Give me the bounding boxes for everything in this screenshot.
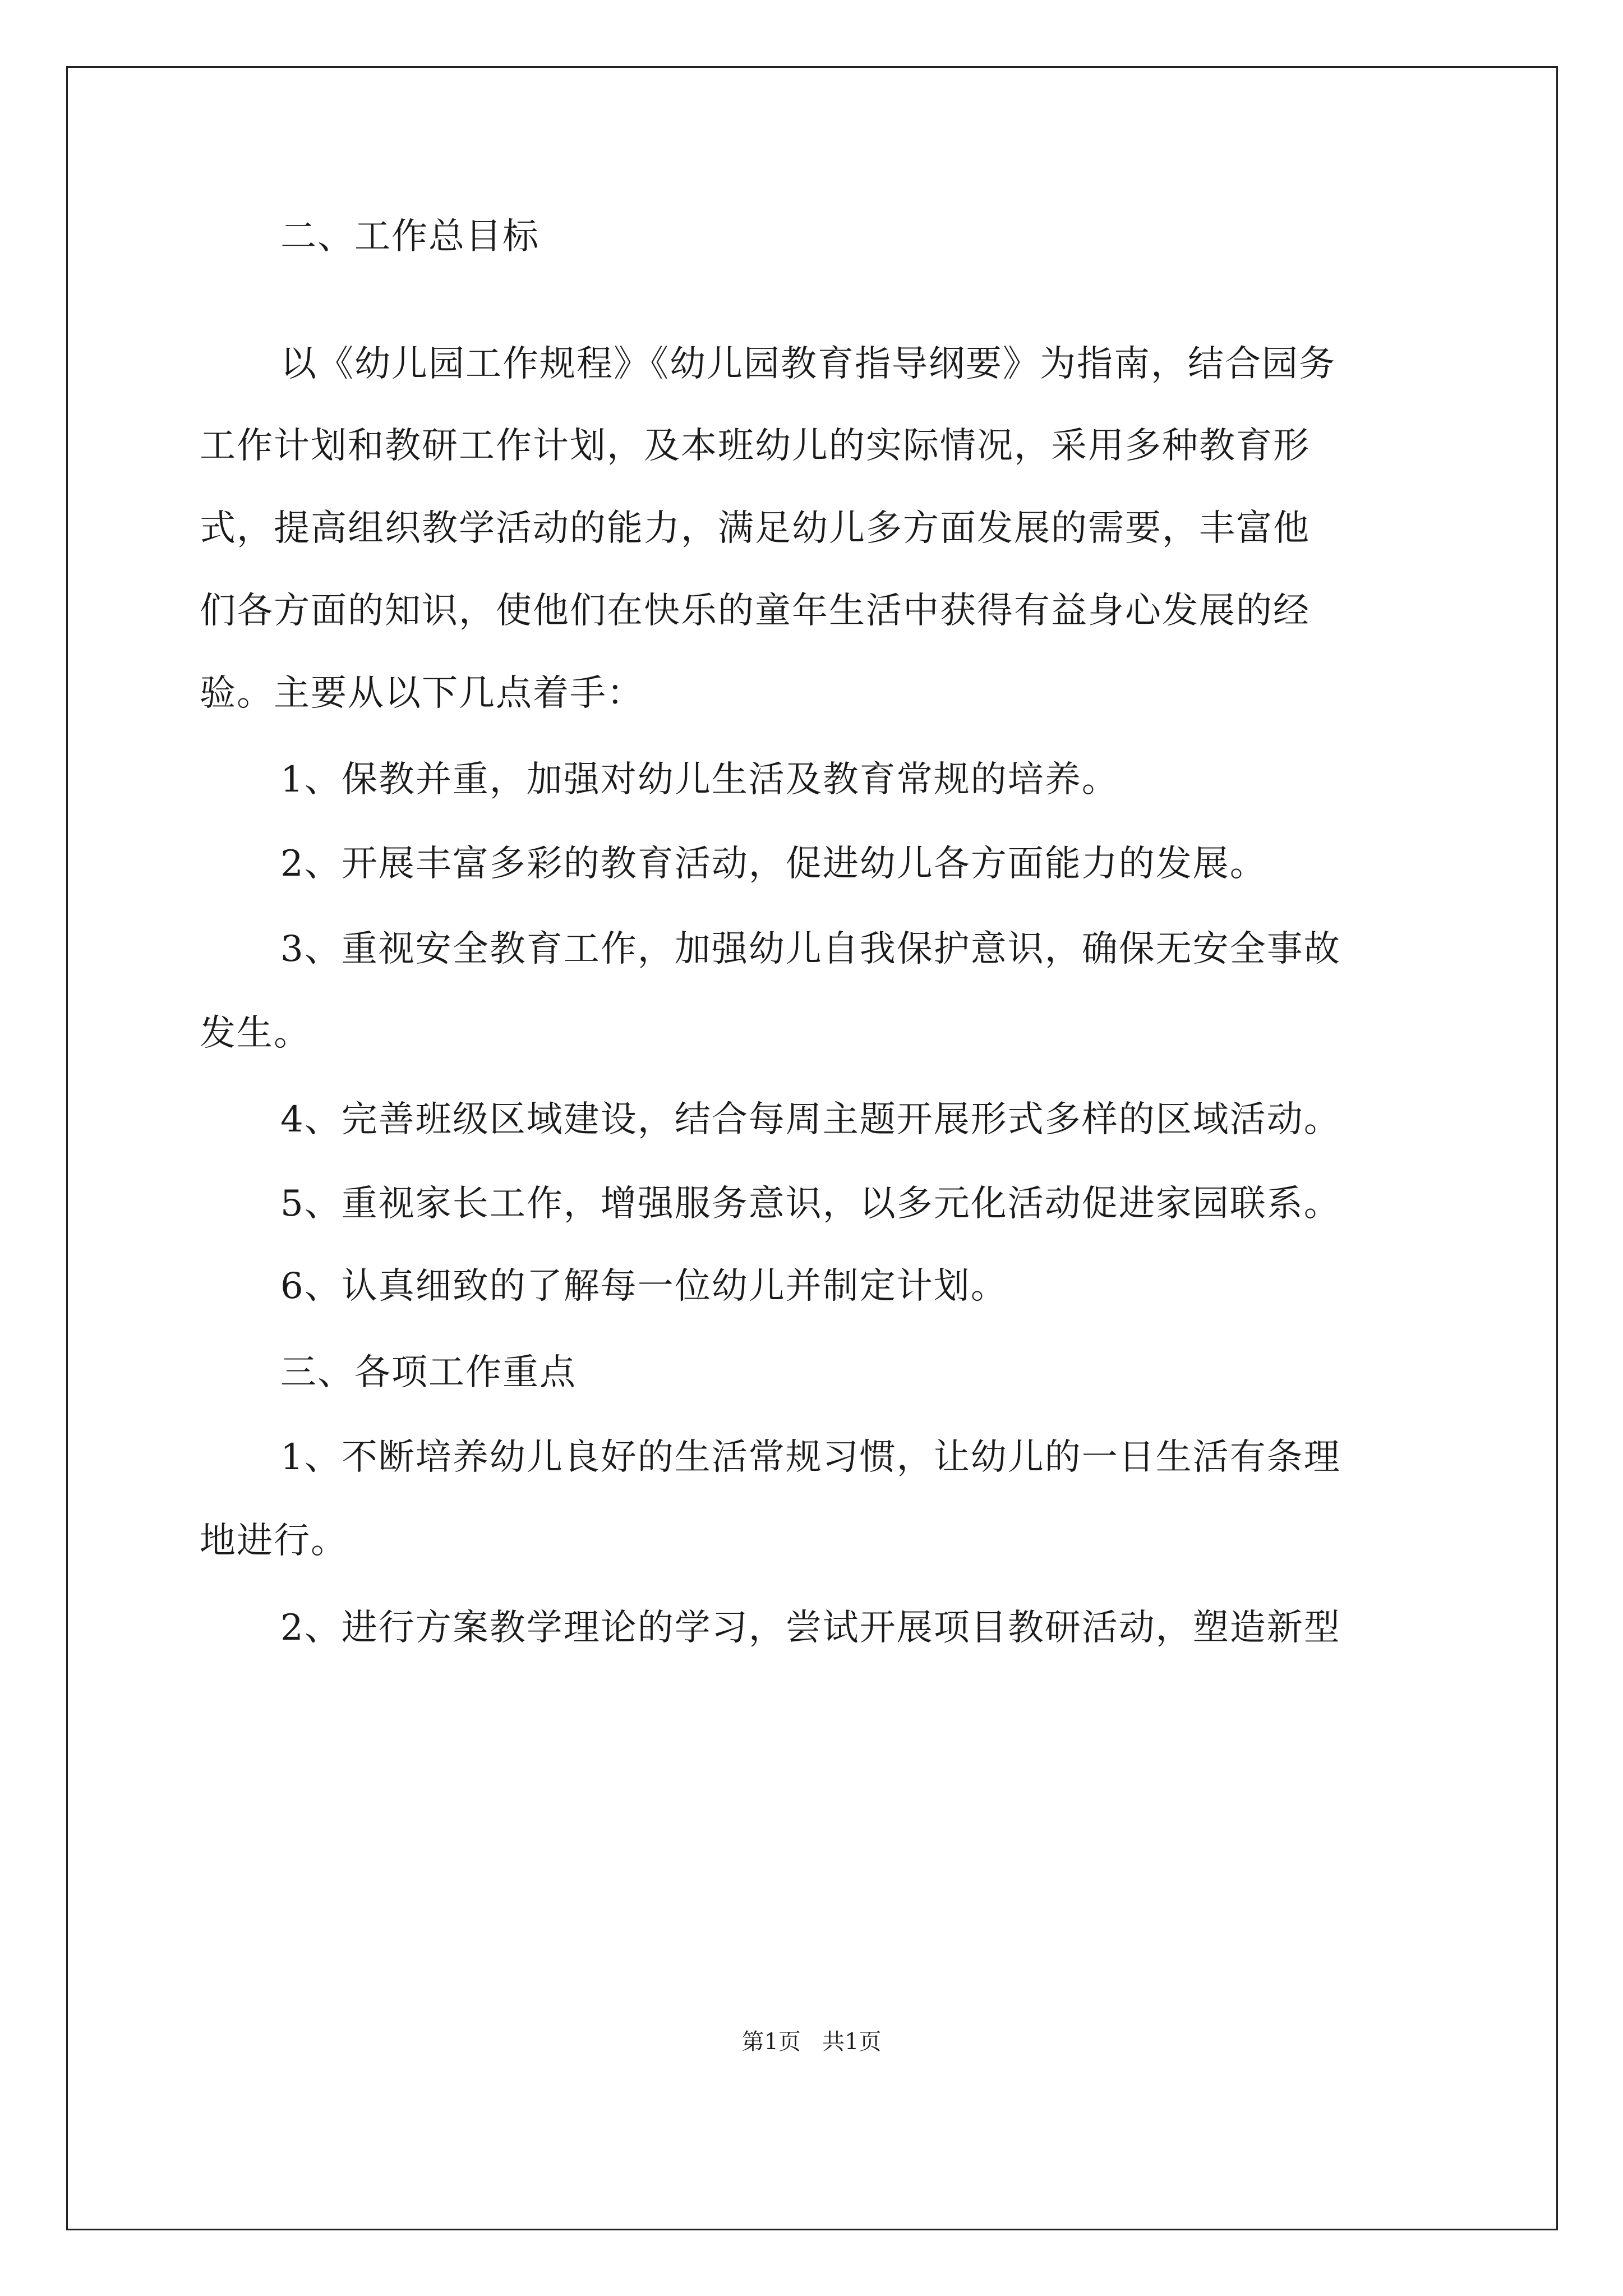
paragraph-line: 验。主要从以下几点着手： (200, 673, 644, 714)
list-item: 1、不断培养幼儿良好的生活常规习惯，让幼儿的一日生活有条理 (280, 1437, 1341, 1478)
paragraph-line: 以《幼儿园工作规程》《幼儿园教育指导纲要》为指南，结合园务 (280, 343, 1336, 385)
list-item: 2、开展丰富多彩的教育活动，促进幼儿各方面能力的发展。 (280, 843, 1267, 885)
list-item: 4、完善班级区域建设，结合每周主题开展形式多样的区域活动。 (280, 1099, 1341, 1140)
list-item: 5、重视家长工作，增强服务意识，以多元化活动促进家园联系。 (280, 1183, 1341, 1225)
section-heading-3: 三、各项工作重点 (280, 1352, 577, 1393)
paragraph-line: 式，提高组织教学活动的能力，满足幼儿多方面发展的需要，丰富他 (200, 508, 1310, 549)
list-item: 2、进行方案教学理论的学习，尝试开展项目教研活动，塑造新型 (280, 1607, 1341, 1649)
list-item: 3、重视安全教育工作，加强幼儿自我保护意识，确保无安全事故 (280, 928, 1341, 970)
list-item-continuation: 地进行。 (200, 1520, 348, 1562)
paragraph-line: 们各方面的知识，使他们在快乐的童年生活中获得有益身心发展的经 (200, 590, 1310, 632)
section-heading-2: 二、工作总目标 (280, 216, 540, 257)
list-item: 6、认真细致的了解每一位幼儿并制定计划。 (280, 1266, 1008, 1307)
page-border (66, 66, 1558, 2230)
page-footer: 第1页 共1页 (741, 2029, 882, 2055)
list-item-continuation: 发生。 (200, 1013, 311, 1054)
list-item: 1、保教并重，加强对幼儿生活及教育常规的培养。 (280, 759, 1119, 800)
paragraph-line: 工作计划和教研工作计划，及本班幼儿的实际情况，采用多种教育形 (200, 425, 1310, 467)
